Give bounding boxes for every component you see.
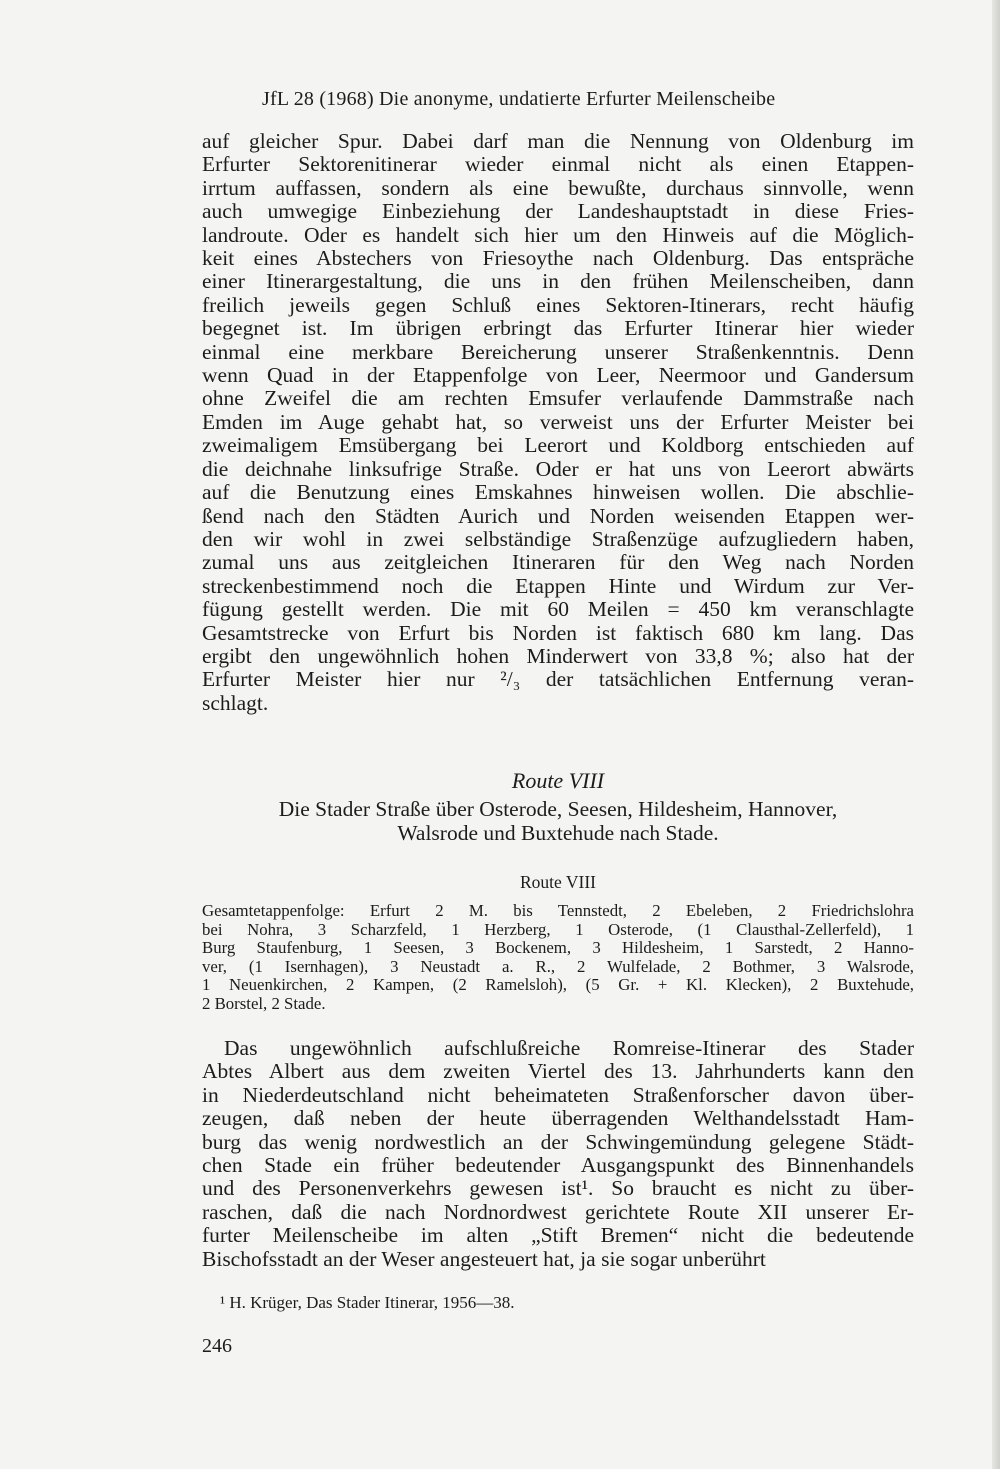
text-line: in Niederdeutschland nicht beheimateten Straßenforscher davon über- — [202, 1082, 914, 1107]
text-line: einer Itinerargestaltung, die uns in den frühen Meilenscheiben, dann — [202, 269, 914, 294]
text-line: 1 Neuenkirchen, 2 Kampen, (2 Ramelsloh), (5 Gr. + Kl. Klecken), 2 Buxtehude, — [202, 975, 914, 995]
text-line: chen Stade ein früher bedeutender Ausgangspunkt des Binnenhandels — [202, 1153, 914, 1178]
text-line: Gesamtstrecke von Erfurt bis Norden ist faktisch 680 km lang. Das — [202, 620, 914, 645]
text-line: ohne Zweifel die am rechten Emsufer verlaufende Dammstraße nach — [202, 386, 914, 411]
text-line: begegnet ist. Im übrigen erbringt das Erfurter Itinerar hier wieder — [202, 316, 914, 341]
text-line: ergibt den ungewöhnlich hohen Minderwert von 33,8 %; also hat der — [202, 643, 914, 668]
text-line: freilich jeweils gegen Schluß eines Sektoren-Itinerars, recht häufig — [202, 292, 914, 317]
route-subtitle-line: Die Stader Straße über Osterode, Seesen, Hildesheim, Hannover, — [278, 797, 838, 821]
text-line: auf gleicher Spur. Dabei darf man die Nennung von Oldenburg im — [202, 129, 914, 153]
paragraph-2 — [202, 1037, 914, 1271]
text-line: ver, (1 Isernhagen), 3 Neustadt a. R., 2 Wulfelade, 2 Bothmer, 3 Walsrode, — [202, 956, 914, 976]
text-line: Das ungewöhnlich aufschlußreiche Romreise-Itinerar des Stader — [224, 1036, 914, 1060]
stage-list — [202, 902, 914, 1014]
text-line: irrtum auffassen, sondern als eine bewußte, durchaus sinnvolle, wenn — [202, 175, 914, 200]
text-line: auch umwegige Einbeziehung der Landeshauptstadt in diese Fries- — [202, 199, 914, 224]
text-line: zweimaligem Emsübergang bei Leerort und Koldborg entschieden auf — [202, 433, 914, 458]
text-line: raschen, daß die nach Nordnordwest gerichtete Route XII unserer Er- — [202, 1199, 914, 1224]
text-line: Burg Staufenburg, 1 Seesen, 3 Bockenem, 3 Hildesheim, 1 Sarstedt, 2 Hanno- — [202, 938, 914, 958]
text-line: Bischofsstadt an der Weser angesteuert hat, ja sie sogar unberührt — [202, 1246, 766, 1271]
running-head: JfL 28 (1968) Die anonyme, undatierte Erfurter Meilenscheibe — [262, 88, 776, 110]
route-subtitle — [202, 797, 914, 845]
text-line: Erfurter Sektorenitinerar wieder einmal nicht als einen Etappen- — [202, 152, 914, 177]
text-line: furter Meilenscheibe im alten „Stift Bremen“ nicht die bedeutende — [202, 1223, 914, 1248]
text-line: Abtes Albert aus dem zweiten Viertel des 13. Jahrhunderts kann den — [202, 1059, 914, 1084]
text-line: schlagt. — [202, 690, 269, 715]
text-line: den wir wohl in zwei selbständige Straßenzüge aufzugliedern haben, — [202, 526, 914, 551]
route-subtitle-line: Walsrode und Buxtehude nach Stade. — [397, 821, 719, 845]
text-line: landroute. Oder es handelt sich hier um den Hinweis auf die Möglich- — [202, 222, 914, 247]
text-line: zeugen, daß neben der heute überragenden Welthandelsstadt Ham- — [202, 1106, 914, 1131]
text-line: 2 Borstel, 2 Stade. — [202, 993, 326, 1013]
text-line: Gesamtetappenfolge: Erfurt 2 M. bis Tennstedt, 2 Ebeleben, 2 Friedrichslohra — [202, 901, 914, 920]
stage-list-title: Route VIII — [520, 872, 596, 892]
text-line: keit eines Abstechers von Friesoythe nach Oldenburg. Das entspräche — [202, 246, 914, 271]
route-title: Route VIII — [511, 768, 605, 793]
text-line: ßend nach den Städten Aurich und Norden weisenden Etappen wer- — [202, 503, 914, 528]
text-line: auf die Benutzung eines Emskahnes hinweisen wollen. Die abschlie- — [202, 480, 914, 505]
text-line: streckenbestimmend noch die Etappen Hinte und Wirdum zur Ver- — [202, 573, 914, 598]
text-line: fügung gestellt werden. Die mit 60 Meilen = 450 km veranschlagte — [202, 597, 914, 622]
text-line: einmal eine merkbare Bereicherung unserer Straßenkenntnis. Denn — [202, 339, 914, 364]
text-line: wenn Quad in der Etappenfolge von Leer, Neermoor und Gandersum — [202, 363, 914, 388]
text-line: zumal uns aus zeitgleichen Itineraren für den Weg nach Norden — [202, 550, 914, 575]
footnote: ¹ H. Krüger, Das Stader Itinerar, 1956—38. — [220, 1293, 515, 1312]
text-line: die deichnahe linksufrige Straße. Oder er hat uns von Leerort abwärts — [202, 456, 914, 481]
paragraph-1 — [202, 130, 914, 715]
scan-edge — [992, 0, 1000, 1469]
text-line: Emden im Auge gehabt hat, so verweist uns der Erfurter Meister bei — [202, 409, 914, 434]
page-number: 246 — [202, 1335, 232, 1357]
text-line: und des Personenverkehrs gewesen ist¹. So braucht es nicht zu über- — [202, 1176, 914, 1201]
text-line: Erfurter Meister hier nur ²/₃ der tatsächlichen Entfernung veran- — [202, 667, 914, 692]
text-line: bei Nohra, 3 Scharzfeld, 1 Herzberg, 1 Osterode, (1 Clausthal-Zellerfeld), 1 — [202, 919, 914, 939]
text-line: burg das wenig nordwestlich an der Schwingemündung gelegene Städt- — [202, 1129, 914, 1154]
